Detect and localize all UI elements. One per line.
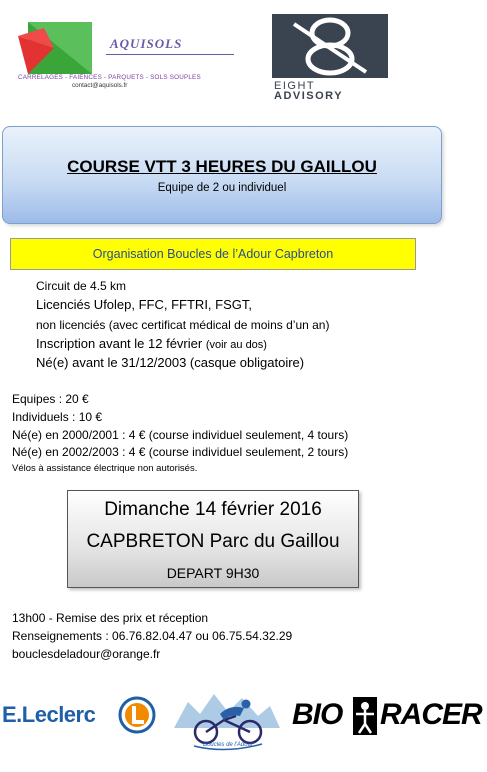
event-place: CAPBRETON Parc du Gaillou: [86, 531, 340, 552]
aquisols-logo: [14, 18, 234, 90]
eight-advisory-line1: EIGHT: [274, 80, 316, 92]
event-start: DEPART 9H30: [166, 565, 260, 581]
velo-note: Vélos à assistance électrique non autorisés.: [12, 463, 198, 474]
event-date-box: [67, 490, 359, 588]
price-young-2000: Né(e) en 2000/2001 : 4 € (course individuel seulement, 4 tours): [12, 428, 349, 442]
leclerc-text: E.Leclerc: [2, 702, 96, 727]
price-equipes: Equipes : 20 €: [12, 392, 89, 406]
aquisols-name: AQUISOLS: [110, 36, 183, 51]
eight-advisory-logo: [272, 14, 390, 104]
aquisols-mark-icon: [14, 18, 96, 76]
price-individuels: Individuels : 10 €: [12, 410, 103, 424]
organisation-box: [10, 238, 416, 270]
inscription-text: Inscription avant le 12 février: [36, 336, 203, 351]
circuit-text: Circuit de 4.5 km: [36, 279, 127, 293]
price-young-2002: Né(e) en 2002/2003 : 4 € (course individuel seulement, 2 tours): [12, 445, 349, 459]
prizes-text: 13h00 - Remise des prix et réception: [12, 611, 209, 625]
aquisols-contact: contact@aquisols.fr: [72, 82, 128, 89]
aquisols-rule: [106, 54, 234, 55]
bioracer-figure-icon: [352, 696, 378, 736]
event-title: COURSE VTT 3 HEURES DU GAILLOU: [67, 157, 377, 176]
title-banner: [2, 126, 442, 224]
licencies-text: Licenciés Ufolep, FFC, FFTRI, FSGT,: [36, 297, 252, 312]
organisation-text: Organisation Boucles de l’Adour Capbreton: [92, 247, 334, 261]
leclerc-logo: [0, 694, 160, 740]
inscription-note: (voir au dos): [205, 339, 267, 351]
aquisols-tagline: CARRELAGES - FAIENCES - PARQUETS - SOLS SOUPLES: [18, 74, 201, 81]
event-subtitle: Equipe de 2 ou individuel: [157, 182, 287, 194]
email-text: bouclesdeladour@orange.fr: [12, 647, 161, 661]
age-text: Né(e) avant le 31/12/2003 (casque obligatoire): [36, 355, 305, 370]
eight-figure-icon: [272, 14, 388, 78]
eight-advisory-mark: [272, 14, 388, 78]
event-date: Dimanche 14 février 2016: [104, 499, 322, 520]
club-name: Boucles de l'Adour: [203, 742, 253, 748]
leclerc-mark-icon: [118, 696, 156, 734]
bioracer-right: RACER: [380, 698, 482, 731]
inscription-line: [36, 336, 267, 351]
non-licencies-text: non licenciés (avec certificat médical de moins d’un an): [36, 318, 330, 332]
bioracer-left: BIO: [292, 698, 343, 731]
club-logo: [166, 684, 286, 756]
eight-advisory-line2: ADVISORY: [274, 90, 344, 102]
contact-text: Renseignements : 06.76.82.04.47 ou 06.75.54.32.29: [12, 629, 293, 643]
bioracer-logo: [292, 694, 482, 742]
